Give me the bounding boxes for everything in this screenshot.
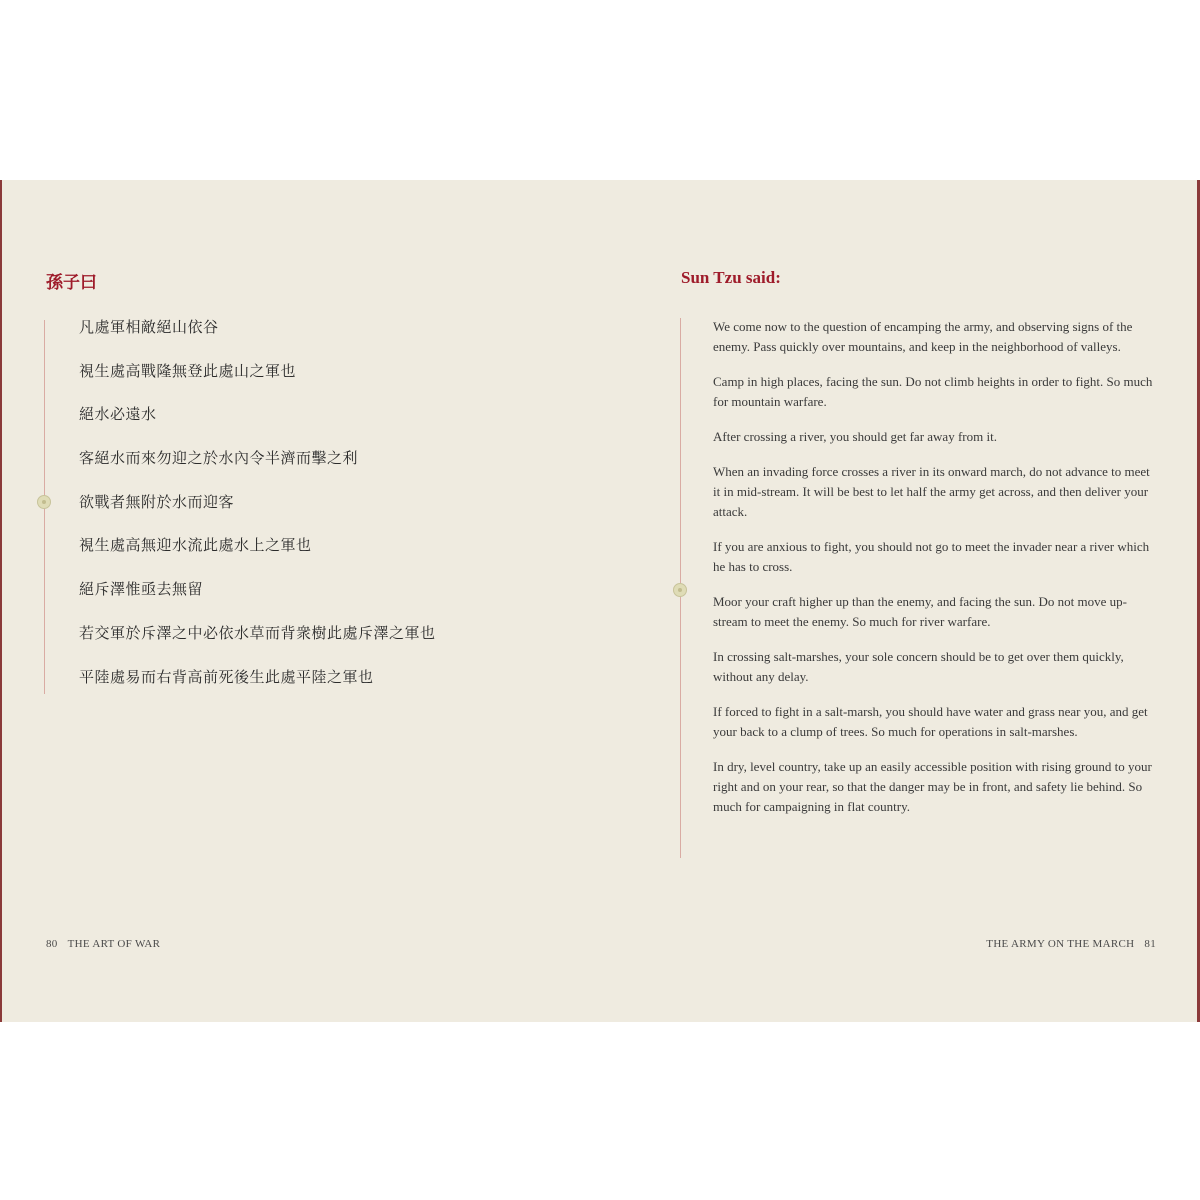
left-page-edge [0,180,2,1022]
english-paragraph: Moor your craft higher up than the enemy, and facing the sun. Do not move up-stream to meet the enemy. So much for river warfare. [713,594,1127,630]
english-paragraph: When an invading force crosses a river in its onward march, do not advance to meet it in mid-stream. It will be best to let half the army get across, and then deliver your attack. [713,463,1150,520]
left-page-number: 80 [46,938,58,950]
english-paragraph: If forced to fight in a salt-marsh, you should have water and grass near you, and get your back to a clump of trees. So much for operations in salt-marshes. [713,704,1148,740]
chinese-line: 絕水必遠水 [79,405,157,424]
english-paragraph: If you are anxious to fight, you should not go to meet the invader near a river which he has to cross. [713,539,1150,575]
english-paragraph: In crossing salt-marshes, your sole concern should be to get over them quickly, without any delay. [713,649,1124,685]
english-paragraph: After crossing a river, you should get far away from it. [713,429,997,444]
left-margin-marker-icon [37,495,51,509]
chinese-line: 凡處軍相敵絕山依谷 [79,318,219,336]
right-margin-marker-icon [673,583,687,597]
chinese-line: 客絕水而來勿迎之於水內令半濟而擊之利 [79,449,359,468]
english-paragraphs [713,317,1153,832]
chinese-line: 視生處高無迎水流此處水上之軍也 [79,536,312,555]
right-page-heading: Sun Tzu said: [681,268,781,287]
chinese-line: 視生處高戰隆無登此處山之軍也 [79,361,297,380]
left-running-title: THE ART OF WAR [67,938,161,950]
left-page-footer [46,938,160,950]
right-page-number: 81 [1144,938,1156,950]
chinese-line: 欲戰者無附於水而迎客 [79,492,235,511]
english-paragraph: Camp in high places, facing the sun. Do not climb heights in order to fight. So much for mountain warfare. [713,374,1153,410]
chinese-text-lines [79,316,436,709]
english-paragraph: In dry, level country, take up an easily accessible position with rising ground to your right and on your rear, so that the danger may be in front, and safety lie behind. So much for campaigning in flat country. [713,759,1152,815]
chinese-line: 平陸處易而右背高前死後生此處平陸之軍也 [79,667,374,686]
right-running-title: THE ARMY ON THE MARCH [986,938,1135,950]
english-paragraph: We come now to the question of encamping the army, and observing signs of the enemy. Pass quickly over mountains, and keep in the neighborhood of valleys. [713,319,1133,355]
left-page-heading: 孫子曰 [46,273,97,293]
chinese-line: 若交軍於斥澤之中必依水草而背衆樹此處斥澤之軍也 [79,623,436,642]
right-page-footer [986,938,1156,950]
chinese-line: 絕斥澤惟亟去無留 [79,580,204,599]
